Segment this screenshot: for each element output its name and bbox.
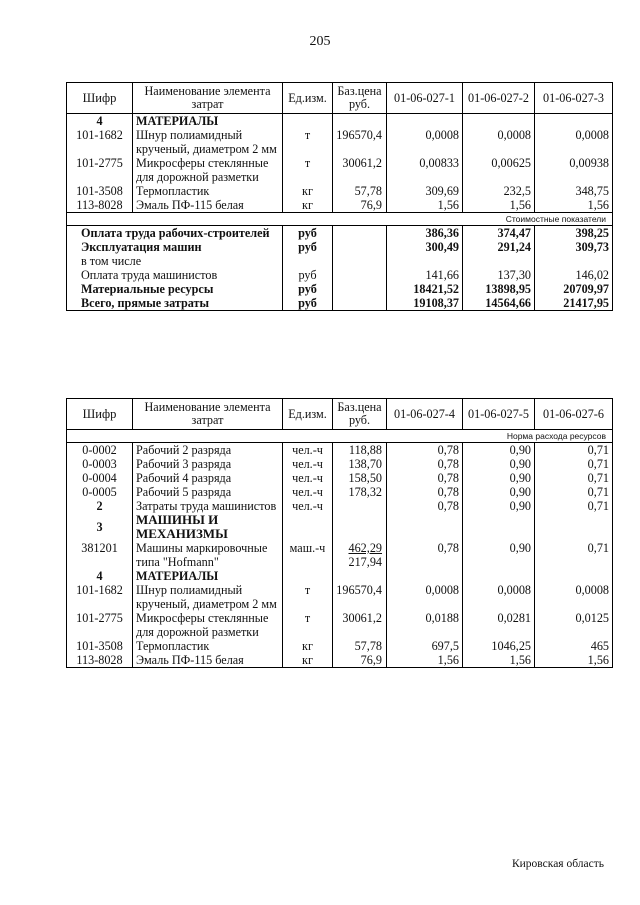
summary-name: Всего, прямые затраты — [67, 296, 283, 311]
unit-cell: чел.-ч — [283, 443, 333, 458]
table-caption-row — [67, 213, 613, 226]
unit-cell: руб — [283, 296, 333, 311]
price-cell: 178,32 — [333, 485, 387, 499]
value-cell: 309,73 — [535, 240, 613, 254]
price-value: 462,29 — [348, 541, 382, 555]
price-secondary: 217,94 — [348, 555, 382, 569]
code-cell: 4 — [67, 114, 133, 129]
table-row — [67, 128, 613, 156]
price-cell: 30061,2 — [333, 156, 387, 184]
header-col-3: 01-06-027-3 — [535, 83, 613, 114]
name-cell: Рабочий 3 разряда — [133, 457, 283, 471]
value-cell: 0,0281 — [463, 611, 535, 639]
summary-row — [67, 226, 613, 241]
unit-cell: кг — [283, 639, 333, 653]
unit-cell: т — [283, 611, 333, 639]
value-cell: 0,90 — [463, 499, 535, 513]
price-cell: 118,88 — [333, 443, 387, 458]
header-col-1: 01-06-027-1 — [387, 83, 463, 114]
table-row — [67, 541, 613, 569]
value-cell: 300,49 — [387, 240, 463, 254]
unit-cell: руб — [283, 268, 333, 282]
value-cell: 0,78 — [387, 471, 463, 485]
value-cell: 232,5 — [463, 184, 535, 198]
value-cell: 374,47 — [463, 226, 535, 241]
value-cell: 0,0008 — [463, 128, 535, 156]
value-cell: 0,0008 — [463, 583, 535, 611]
code-cell: 0-0003 — [67, 457, 133, 471]
code-cell: 381201 — [67, 541, 133, 569]
value-cell: 13898,95 — [463, 282, 535, 296]
price-cell: 76,9 — [333, 653, 387, 668]
table-row — [67, 513, 613, 541]
value-cell: 0,71 — [535, 499, 613, 513]
value-cell: 0,0008 — [387, 128, 463, 156]
header-name: Наименование элемента затрат — [133, 83, 283, 114]
name-cell: Микросферы стеклянные для дорожной разметки — [133, 156, 283, 184]
value-cell: 0,78 — [387, 485, 463, 499]
price-cell: 196570,4 — [333, 128, 387, 156]
value-cell: 398,25 — [535, 226, 613, 241]
resource-norms-table — [66, 398, 613, 668]
table-header-row — [67, 83, 613, 114]
value-cell: 18421,52 — [387, 282, 463, 296]
unit-cell: т — [283, 156, 333, 184]
value-cell: 0,0008 — [387, 583, 463, 611]
value-cell: 0,71 — [535, 471, 613, 485]
value-cell: 0,78 — [387, 457, 463, 471]
table-row — [67, 639, 613, 653]
value-cell: 0,71 — [535, 485, 613, 499]
summary-name: Оплата труда машинистов — [67, 268, 283, 282]
unit-cell: чел.-ч — [283, 485, 333, 499]
value-cell: 19108,37 — [387, 296, 463, 311]
value-cell: 14564,66 — [463, 296, 535, 311]
header-unit: Ед.изм. — [283, 399, 333, 430]
header-price: Баз.цена руб. — [333, 83, 387, 114]
summary-row — [67, 296, 613, 311]
table-row — [67, 471, 613, 485]
unit-cell: руб — [283, 282, 333, 296]
table-row — [67, 156, 613, 184]
unit-cell: кг — [283, 198, 333, 213]
value-cell: 309,69 — [387, 184, 463, 198]
price-cell: 57,78 — [333, 639, 387, 653]
table-row — [67, 198, 613, 213]
value-cell: 0,71 — [535, 457, 613, 471]
code-cell: 101-2775 — [67, 611, 133, 639]
value-cell: 697,5 — [387, 639, 463, 653]
table-caption-row — [67, 430, 613, 443]
summary-row — [67, 254, 613, 268]
unit-cell: т — [283, 128, 333, 156]
value-cell: 0,90 — [463, 485, 535, 499]
code-cell: 0-0002 — [67, 443, 133, 458]
code-cell: 101-3508 — [67, 184, 133, 198]
header-code: Шифр — [67, 83, 133, 114]
header-col-4: 01-06-027-4 — [387, 399, 463, 430]
summary-name: Эксплуатация машин — [67, 240, 283, 254]
value-cell: 0,0188 — [387, 611, 463, 639]
value-cell: 0,00625 — [463, 156, 535, 184]
value-cell: 1,56 — [463, 653, 535, 668]
value-cell: 465 — [535, 639, 613, 653]
code-cell: 101-2775 — [67, 156, 133, 184]
value-cell: 0,90 — [463, 457, 535, 471]
table-row — [67, 653, 613, 668]
name-cell: Термопластик — [133, 184, 283, 198]
value-cell: 137,30 — [463, 268, 535, 282]
unit-cell: кг — [283, 184, 333, 198]
code-cell: 3 — [67, 513, 133, 541]
value-cell: 1,56 — [387, 198, 463, 213]
name-cell: Рабочий 2 разряда — [133, 443, 283, 458]
value-cell: 0,78 — [387, 499, 463, 513]
code-cell: 113-8028 — [67, 198, 133, 213]
price-cell: 138,70 — [333, 457, 387, 471]
summary-row — [67, 282, 613, 296]
header-code: Шифр — [67, 399, 133, 430]
unit-cell: руб — [283, 226, 333, 241]
table-row — [67, 184, 613, 198]
value-cell: 0,90 — [463, 471, 535, 485]
header-col-2: 01-06-027-2 — [463, 83, 535, 114]
unit-cell: чел.-ч — [283, 457, 333, 471]
header-col-5: 01-06-027-5 — [463, 399, 535, 430]
unit-cell: руб — [283, 240, 333, 254]
unit-cell: маш.-ч — [283, 541, 333, 569]
table-row — [67, 114, 613, 129]
table-row — [67, 569, 613, 583]
name-cell: Рабочий 5 разряда — [133, 485, 283, 499]
header-name: Наименование элемента затрат — [133, 399, 283, 430]
value-cell: 0,00833 — [387, 156, 463, 184]
code-cell: 0-0004 — [67, 471, 133, 485]
price-cell — [333, 541, 387, 569]
value-cell: 1,56 — [535, 653, 613, 668]
value-cell: 141,66 — [387, 268, 463, 282]
table-row — [67, 611, 613, 639]
code-cell: 101-1682 — [67, 128, 133, 156]
unit-cell: кг — [283, 653, 333, 668]
code-cell: 101-3508 — [67, 639, 133, 653]
price-cell: 76,9 — [333, 198, 387, 213]
value-cell: 0,90 — [463, 541, 535, 569]
value-cell: 21417,95 — [535, 296, 613, 311]
name-cell: Затраты труда машинистов — [133, 499, 283, 513]
code-cell: 101-1682 — [67, 583, 133, 611]
name-cell: Эмаль ПФ-115 белая — [133, 198, 283, 213]
code-cell: 113-8028 — [67, 653, 133, 668]
value-cell: 1,56 — [387, 653, 463, 668]
header-price: Баз.цена руб. — [333, 399, 387, 430]
summary-row — [67, 268, 613, 282]
value-cell: 1,56 — [535, 198, 613, 213]
cost-indicators-caption: Стоимостные показатели — [67, 213, 613, 226]
code-cell: 2 — [67, 499, 133, 513]
price-cell: 196570,4 — [333, 583, 387, 611]
code-cell: 0-0005 — [67, 485, 133, 499]
price-cell: 57,78 — [333, 184, 387, 198]
unit-cell: т — [283, 583, 333, 611]
table-row — [67, 499, 613, 513]
table-header-row — [67, 399, 613, 430]
summary-row — [67, 240, 613, 254]
name-cell: Шнур полиамидный крученый, диаметром 2 мм — [133, 128, 283, 156]
value-cell: 1046,25 — [463, 639, 535, 653]
unit-cell: чел.-ч — [283, 471, 333, 485]
value-cell: 291,24 — [463, 240, 535, 254]
price-cell: 30061,2 — [333, 611, 387, 639]
name-cell: Шнур полиамидный крученый, диаметром 2 мм — [133, 583, 283, 611]
unit-cell: чел.-ч — [283, 499, 333, 513]
table-row — [67, 485, 613, 499]
name-cell: Термопластик — [133, 639, 283, 653]
name-cell: Микросферы стеклянные для дорожной разметки — [133, 611, 283, 639]
value-cell: 348,75 — [535, 184, 613, 198]
materials-cost-table — [66, 82, 613, 311]
name-cell: Рабочий 4 разряда — [133, 471, 283, 485]
name-cell: МАТЕРИАЛЫ — [133, 114, 283, 129]
value-cell: 0,78 — [387, 443, 463, 458]
value-cell: 1,56 — [463, 198, 535, 213]
name-cell: МАТЕРИАЛЫ — [133, 569, 283, 583]
name-cell: Эмаль ПФ-115 белая — [133, 653, 283, 668]
value-cell: 0,0008 — [535, 583, 613, 611]
summary-name: Оплата труда рабочих-строителей — [67, 226, 283, 241]
header-unit: Ед.изм. — [283, 83, 333, 114]
value-cell: 0,0008 — [535, 128, 613, 156]
value-cell: 0,71 — [535, 541, 613, 569]
value-cell: 386,36 — [387, 226, 463, 241]
header-col-6: 01-06-027-6 — [535, 399, 613, 430]
value-cell: 0,71 — [535, 443, 613, 458]
value-cell: 0,00938 — [535, 156, 613, 184]
table-row — [67, 457, 613, 471]
resource-norm-caption: Норма расхода ресурсов — [67, 430, 613, 443]
footer-region: Кировская область — [511, 858, 604, 870]
summary-name: в том числе — [67, 254, 283, 268]
price-cell: 158,50 — [333, 471, 387, 485]
name-cell: МАШИНЫ И МЕХАНИЗМЫ — [133, 513, 283, 541]
value-cell: 0,0125 — [535, 611, 613, 639]
value-cell: 20709,97 — [535, 282, 613, 296]
page-number: 205 — [309, 34, 331, 49]
code-cell: 4 — [67, 569, 133, 583]
summary-name: Материальные ресурсы — [67, 282, 283, 296]
table-row — [67, 583, 613, 611]
value-cell: 0,90 — [463, 443, 535, 458]
name-cell: Машины маркировочные типа "Hofmann" — [133, 541, 283, 569]
value-cell: 146,02 — [535, 268, 613, 282]
value-cell: 0,78 — [387, 541, 463, 569]
table-row — [67, 443, 613, 458]
